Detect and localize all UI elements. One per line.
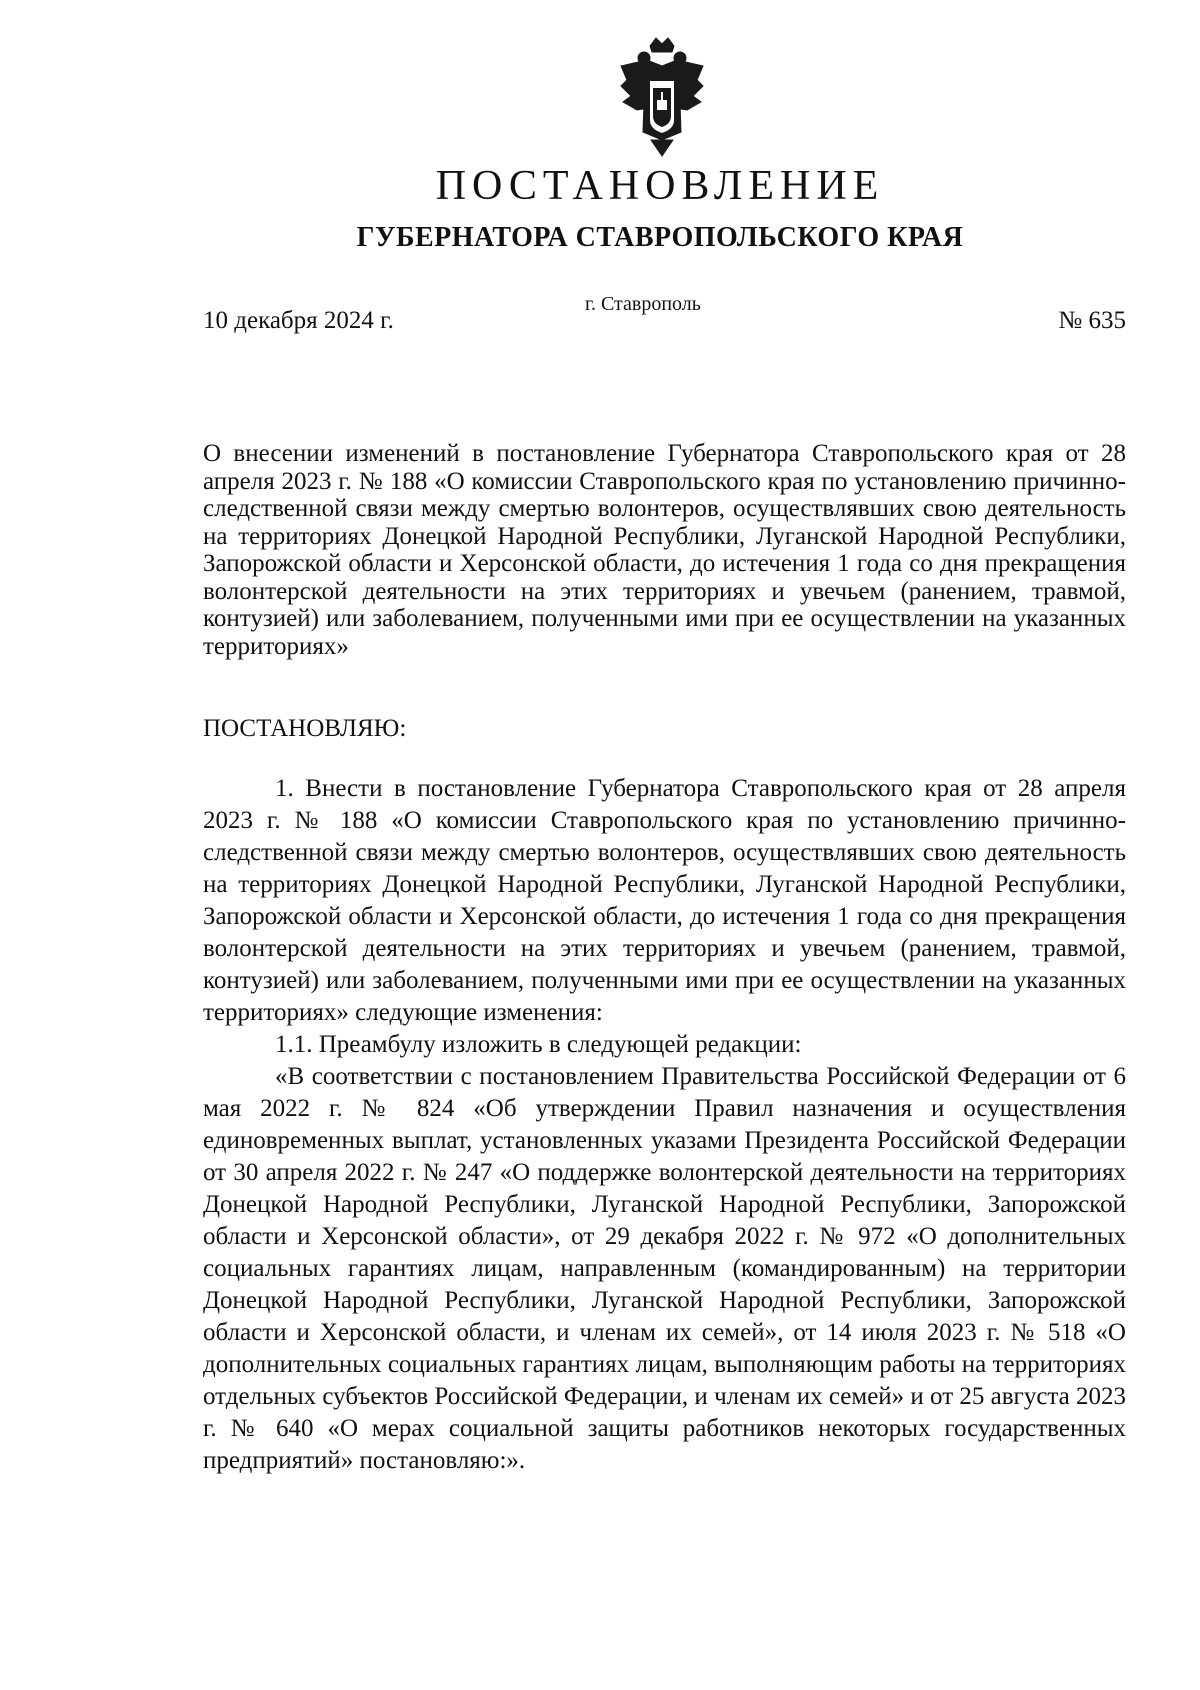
document-body: [203, 773, 1126, 1477]
paragraph-item-1-1: 1.1. Преамбулу изложить в следующей редакции:: [275, 1031, 802, 1058]
paragraph-preamble: «В соответствии с постановлением Правительства Российской Федерации от 6 мая 2022 г. № 824 «Об утверждении Правил назначения и осуществления единовременных выплат, установленных указами Президента Российской Федерации от 30 апреля 2022 г. № 247 «О поддержке волонтерской деятельности на территориях Донецкой Народной Республики, Луганской Народной Республики, Запорожской области и Херсонской области», от 29 декабря 2022 г. № 972 «О дополнительных социальных гарантиях лицам, направленным (командированным) на территории Донецкой Народной Республики, Луганской Народной Республики, Запорожской области и Херсонской области, и членам их семей», от 14 июля 2023 г. № 518 «О дополнительных социальных гарантиях лицам, выполняющим работы на территориях отдельных субъектов Российской Федерации, и членам их семей» и от 25 августа 2023 г. № 640 «О мерах социальной защиты работников некоторых государственных предприятий» постановляю:».: [203, 1063, 1126, 1474]
document-heading: О внесении изменений в постановление Губернатора Ставропольского края от 28 апреля 2023 г. № 188 «О комиссии Ставропольского края по установлению причинно-следственной связи между смертью волонтеров, осуществлявших свою деятельность на территориях Донецкой Народной Республики, Луганской Народной Республики, Запорожской области и Херсонской области, до истечения 1 года со дня прекращения волонтерской деятельности на этих территориях и увечьем (ранением, травмой, контузией) или заболеванием, полученными ими при ее осуществлении на указанных территориях»: [203, 440, 1126, 660]
document-issuer: ГУБЕРНАТОРА СТАВРОПОЛЬСКОГО КРАЯ: [356, 222, 964, 253]
document-number: № 635: [1058, 307, 1126, 334]
document-date: 10 декабря 2024 г.: [203, 307, 394, 334]
paragraph-item-1: 1. Внести в постановление Губернатора Ставропольского края от 28 апреля 2023 г. № 188 «О комиссии Ставропольского края по установлению причинно-следственной связи между смертью волонтеров, осуществлявших свою деятельность на территориях Донецкой Народной Республики, Луганской Народной Республики, Запорожской области и Херсонской области, до истечения 1 года со дня прекращения волонтерской деятельности на этих территориях и увечьем (ранением, травмой, контузией) или заболеванием, полученными ими при ее осуществлении на указанных территориях» следующие изменения:: [203, 775, 1126, 1026]
decree-word: ПОСТАНОВЛЯЮ:: [203, 715, 407, 742]
document-city: г. Ставрополь: [585, 293, 701, 315]
coat-of-arms-emblem-icon: [617, 36, 707, 160]
document-title: ПОСТАНОВЛЕНИЕ: [435, 163, 885, 209]
